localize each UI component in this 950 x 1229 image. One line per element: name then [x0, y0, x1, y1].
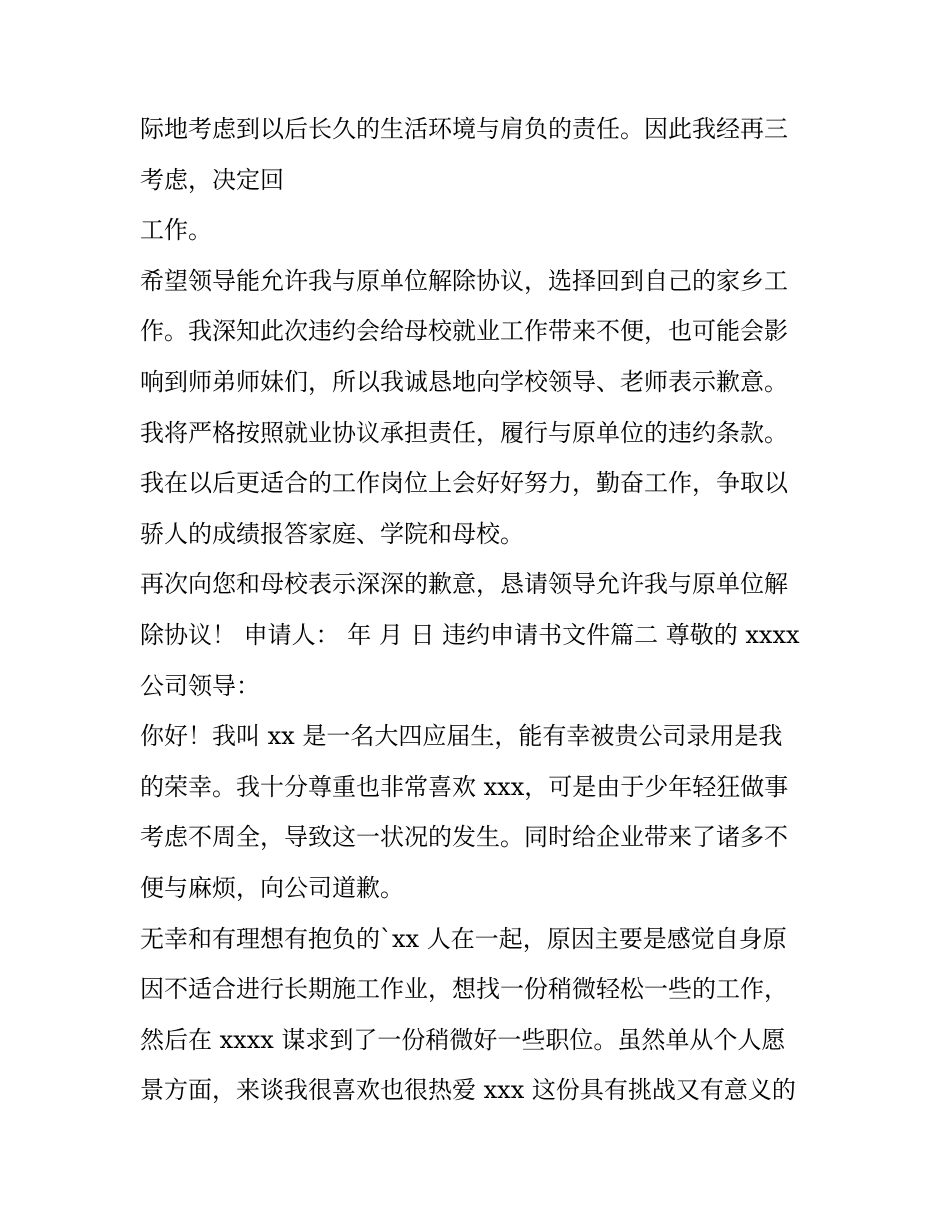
text-line: 工作。	[140, 216, 212, 245]
text-line: 际地考虑到以后长久的生活环境与肩负的责任。因此我经再三	[140, 115, 788, 143]
text-line: 我在以后更适合的工作岗位上会好好努力，勤奋工作，争取以	[140, 469, 788, 498]
text-line: 作。我深知此次违约会给母校就业工作带来不便，也可能会影	[140, 317, 788, 346]
text-line: 无幸和有理想有抱负的`xx 人在一起，原因主要是感觉自身原	[140, 924, 787, 953]
text-line: 响到师弟师妹们，所以我诚恳地向学校领导、老师表示歉意。	[140, 367, 788, 396]
text-line: 希望领导能允许我与原单位解除协议，选择回到自己的家乡工	[140, 266, 788, 295]
text-line: 的荣幸。我十分尊重也非常喜欢 xxx，可是由于少年轻狂做事	[140, 772, 789, 801]
text-line: 骄人的成绩报答家庭、学院和母校。	[140, 519, 524, 548]
text-line: 考虑，决定回	[140, 165, 284, 194]
text-line: 再次向您和母校表示深深的歉意，恳请领导允许我与原单位解	[140, 570, 788, 599]
text-line: 公司领导：	[140, 671, 260, 700]
text-line: 然后在 xxxx 谋求到了一份稍微好一些职位。虽然单从个人愿	[140, 1025, 786, 1054]
text-line: 便与麻烦，向公司道歉。	[140, 873, 404, 902]
text-line: 你好！我叫 xx 是一名大四应届生，能有幸被贵公司录用是我	[140, 722, 783, 751]
text-line: 因不适合进行长期施工作业，想找一份稍微轻松一些的工作，	[140, 975, 788, 1004]
text-line: 考虑不周全，导致这一状况的发生。同时给企业带来了诸多不	[140, 823, 788, 852]
text-line: 除协议！ 申请人： 年 月 日 违约申请书文件篇二 尊敬的 xxxx	[140, 620, 800, 649]
body-text	[140, 104, 820, 1116]
text-line: 景方面，来谈我很喜欢也很热爱 xxx 这份具有挑战又有意义的	[140, 1076, 796, 1105]
text-line: 我将严格按照就业协议承担责任，履行与原单位的违约条款。	[140, 418, 788, 447]
